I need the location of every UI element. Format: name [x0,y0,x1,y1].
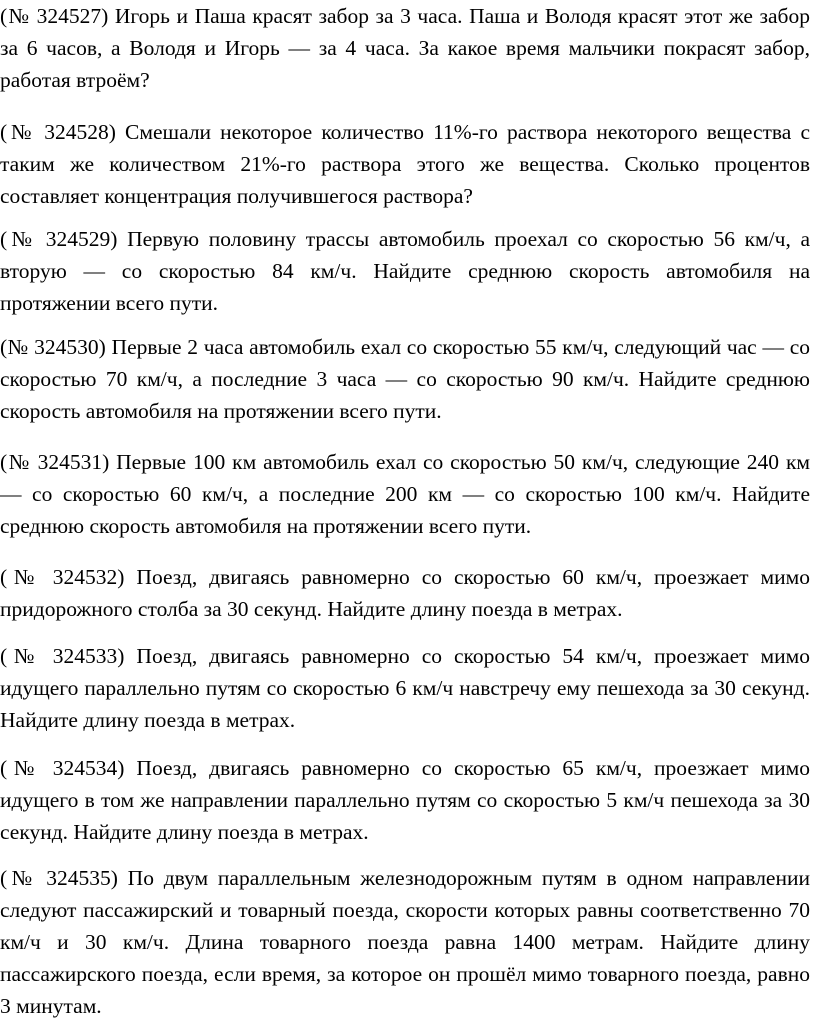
problem-324532: (№ 324532) Поезд, двигаясь равномерно со скоростью 60 км/ч, проезжает мимо придорожного столба за 30 секунд. Найдите длину поезда в метрах. [0,565,810,621]
problem-324531: (№ 324531) Первые 100 км автомобиль ехал со скоростью 50 км/ч, следующие 240 км — со скоростью 60 км/ч, а последние 200 км — со скоростью 100 км/ч. Найдите среднюю скорость автомобиля на протяжении всего пути. [0,450,810,538]
problem-324527: (№ 324527) Игорь и Паша красят забор за 3 часа. Паша и Володя красят этот же забор за 6 часов, а Володя и Игорь — за 4 часа. За какое время мальчики покрасят забор, работая втроём? [0,4,810,92]
problem-324529: (№ 324529) Первую половину трассы автомобиль проехал со скоростью 56 км/ч, а вторую — со скоростью 84 км/ч. Найдите среднюю скорость автомобиля на протяжении всего пути. [0,227,810,315]
problem-324530: (№ 324530) Первые 2 часа автомобиль ехал со скоростью 55 км/ч, следующий час — со скоростью 70 км/ч, а последние 3 часа — со скоростью 90 км/ч. Найдите среднюю скорость автомобиля на протяжении всего пути. [0,335,810,423]
problem-324528: (№ 324528) Смешали некоторое количество 11%-го раствора некоторого вещества с таким же количеством 21%-го раствора этого же вещества. Сколько процентов составляет концентрация получившегося раствора? [0,120,810,208]
problem-324534: (№ 324534) Поезд, двигаясь равномерно со скоростью 65 км/ч, проезжает мимо идущего в том же направлении параллельно путям со скоростью 5 км/ч пешехода за 30 секунд. Найдите длину поезда в метрах. [0,756,810,844]
problem-324535: (№ 324535) По двум параллельным железнодорожным путям в одном направлении следуют пассажирский и товарный поезда, скорости которых равны соответственно 70 км/ч и 30 км/ч. Длина товарного поезда равна 1400 метрам. Найдите длину пассажирского поезда, если время, за которое он прошёл мимо товарного поезда, равно 3 минутам. [0,866,810,1018]
problem-324533: (№ 324533) Поезд, двигаясь равномерно со скоростью 54 км/ч, проезжает мимо идущего параллельно путям со скоростью 6 км/ч навстречу ему пешехода за 30 секунд. Найдите длину поезда в метрах. [0,644,810,732]
